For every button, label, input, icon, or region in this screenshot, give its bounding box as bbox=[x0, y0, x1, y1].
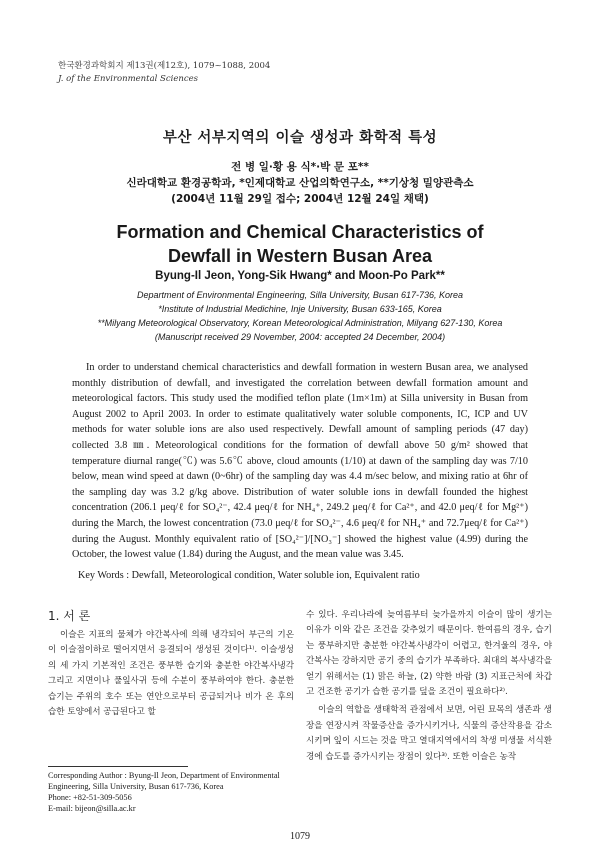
english-title-line1: Formation and Chemical Characteristics of bbox=[116, 222, 484, 242]
korean-authors-block bbox=[0, 159, 600, 207]
body-left-column bbox=[48, 608, 294, 720]
korean-authors: 전 병 일·황 용 식*·박 문 포** bbox=[231, 161, 369, 173]
corresponding-author-footnote bbox=[48, 770, 294, 814]
footnote-email: E-mail: bijeon@silla.ac.kr bbox=[48, 804, 136, 813]
affiliation-line: *Institute of Industrial Medichine, Inje University, Busan 633-165, Korea bbox=[158, 304, 442, 314]
abstract: In order to understand chemical characteristics and dewfall formation in western Busan area, we analysed monthly distribution of dewfall, and investigated the correlation between dewfall formation amount and meteorological factors. This study used the modified teflon plate (1m×1m) at Silla university in Busan from August 2002 to April 2003. In order to estimate qualitatively water soluble components, IC, ICP and UV methods for water soluble ions are also used respectively. Dewfall amount of sampling periods (47 day) collected 3.8 ㎜. Meteorological conditions for the formation of dewfall above 50 g/m² showed that temperature diurnal range(℃) was 5.6℃ above, cloud amounts (1/10) at dawn of the sampling day was 7/10 below, mean wind speed at dawn (0~6hr) of the sampling day was 4.4 m/sec below, and mixing ratio at 6hr of the sampling day was 3.2 g/kg above. Distribution of water soluble ions in dewfall founded the highest concentration (206.1 μeq/ℓ for SO₄²⁻, 42.4 μeq/ℓ for NH₄⁺, 249.2 μeq/ℓ for Ca²⁺, and 42.0 μeq/ℓ for Mg²⁺) during the March, the lowest concentration (73.0 μeq/ℓ for SO₄²⁻, 4.6 μeq/ℓ for NH₄⁺ and 72.7μeq/ℓ for Ca²⁺) during the August. Monthly equivalent ratio of [SO₄²⁻]/[NO₃⁻] showed the highest value (4.99) during the October, the lowest value (1.84) during the August, and the mean value was 3.45. bbox=[72, 362, 528, 561]
journal-header bbox=[58, 60, 270, 86]
manuscript-dates: (Manuscript received 29 November, 2004: accepted 24 December, 2004) bbox=[154, 332, 446, 342]
english-title bbox=[0, 220, 600, 268]
english-title-line2: Dewfall in Western Busan Area bbox=[167, 246, 433, 266]
affiliation-line: **Milyang Meteorological Observatory, Korean Meteorological Administration, Milyang 627-130, Korea bbox=[97, 318, 503, 328]
journal-name-korean: 한국환경과학회지 제13권(제12호), 1079~1088, 2004 bbox=[58, 61, 271, 71]
footnote-author: Corresponding Author : Byung-Il Jeon, Department of Environmental Engineering, Silla University, Busan 617-736, Korea bbox=[48, 771, 280, 791]
affiliation-line: Department of Environmental Engineering, Silla University, Busan 617-736, Korea bbox=[136, 290, 463, 300]
body-paragraph: 수 있다. 우리나라에 늦여름부터 늦가을까지 이슬이 많이 생기는 이유가 이와 같은 조건을 갖추었기 때문이다. 한여름의 경우, 습기는 풍부하지만 충분한 야간복사냉각이 어렵고, 한겨울의 경우, 야간복사는 강하지만 공기 중의 습기가 부족하다. 최대의 복사냉각을 얻기 위해서는 (1) 맑은 하늘, (2) 약한 바람 (3) 지표근처에 차갑고 건조한 공기가 습한 공기를 덮을 조건이 필요하다²⁾. bbox=[306, 610, 552, 698]
page-number: 1079 bbox=[290, 831, 310, 842]
journal-name-english: J. of the Environmental Sciences bbox=[58, 74, 199, 84]
body-right-column bbox=[306, 608, 552, 765]
english-authors: Byung-Il Jeon, Yong-Sik Hwang* and Moon-Po Park** bbox=[155, 270, 445, 282]
footnote-divider bbox=[48, 766, 188, 767]
body-paragraph: 이슬의 역할을 생태학적 관점에서 보면, 어린 묘목의 생존과 생장을 연장시켜 작물증산을 증가시키거나, 식물의 증산작용을 감소시키며 잎이 시드는 것을 막고 열대지역에서의 착생 미생물 서식환경에 습도를 증가시키는 장점이 있다³⁾. 또한 이슬은 농작 bbox=[306, 705, 552, 762]
body-paragraph: 이슬은 지표의 물체가 야간복사에 의해 냉각되어 부근의 기온이 이슬점이하로 떨어지면서 응결되어 생성된 것이다¹⁾. 이슬생성의 세 가지 기본적인 조건은 풍부한 습기와 충분한 야간복사냉각 그리고 지면이나 풀잎사귀 등에 수분이 풍부하여야 한다. 충분한 습기는 주위의 호수 또는 연안으로부터 공급되거나 비가 온 후의 습한 토양에서 공급된다고 할 bbox=[48, 630, 294, 718]
korean-affiliation: 신라대학교 환경공학과, *인제대학교 산업의학연구소, **기상청 밀양관측소 bbox=[126, 177, 474, 189]
korean-dates: (2004년 11월 29일 접수; 2004년 12월 24일 채택) bbox=[171, 193, 429, 205]
english-affiliations bbox=[0, 288, 600, 344]
korean-title: 부산 서부지역의 이슬 생성과 화학적 특성 bbox=[162, 130, 438, 146]
footnote-phone: Phone: +82-51-309-5056 bbox=[48, 793, 132, 802]
section-heading: 1. 서 론 bbox=[48, 609, 91, 623]
keywords: Key Words : Dewfall, Meteorological condition, Water soluble ion, Equivalent ratio bbox=[78, 570, 420, 581]
